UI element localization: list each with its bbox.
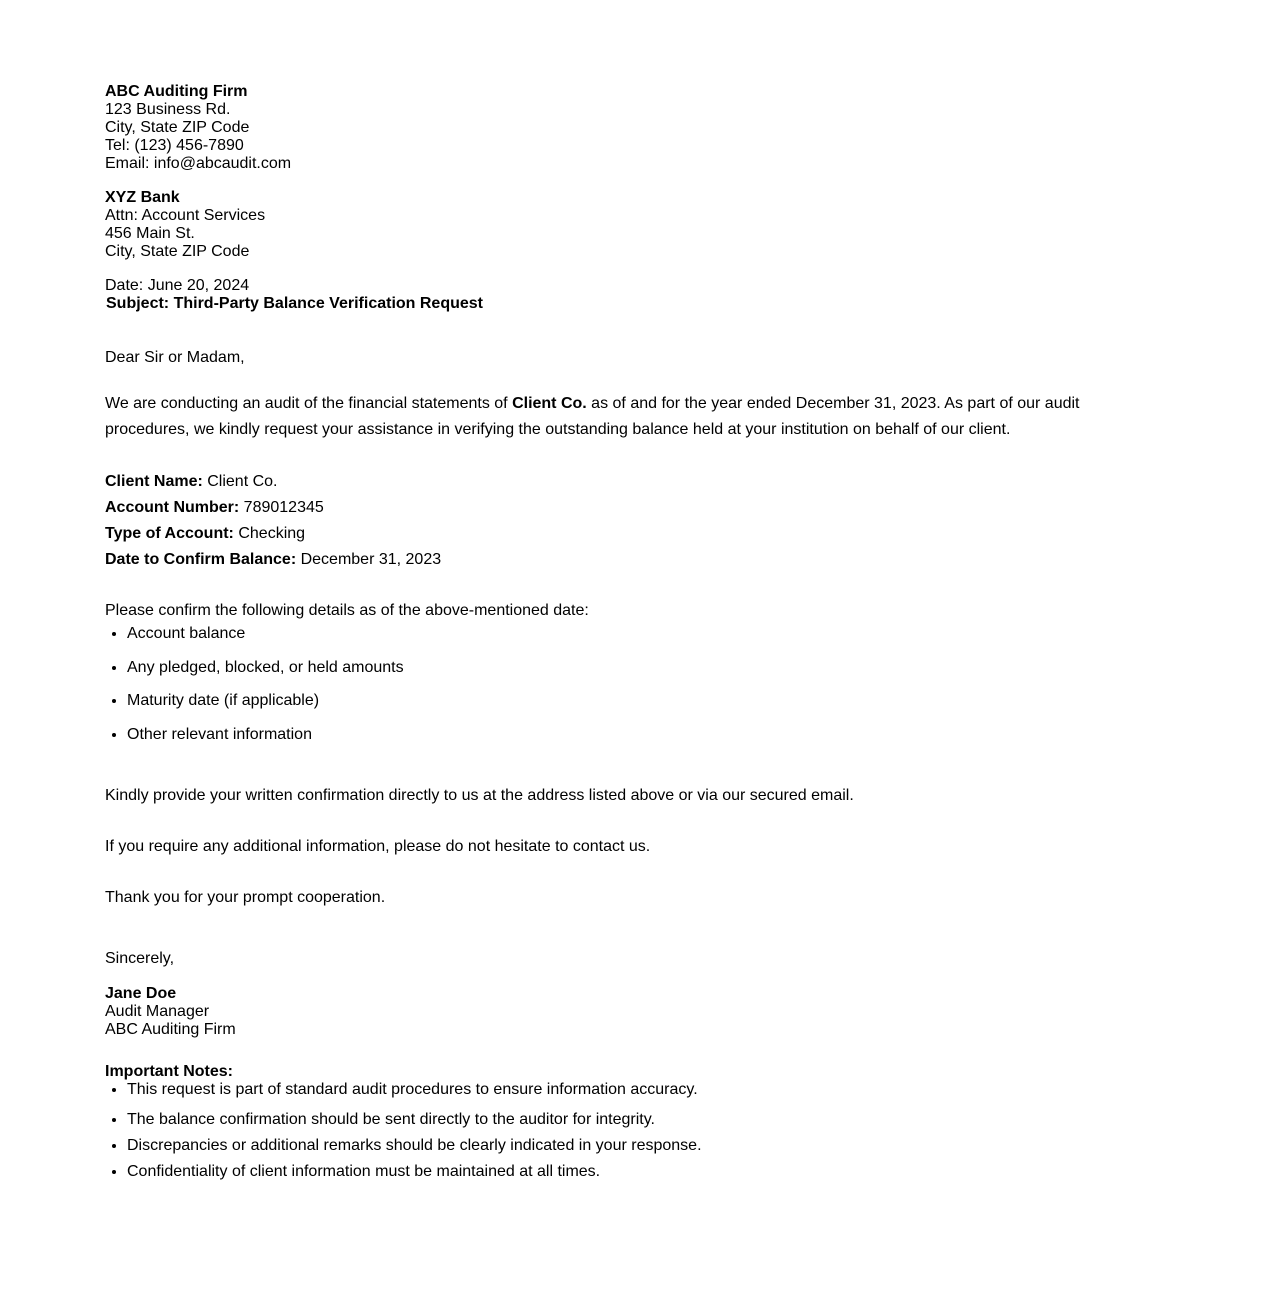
subject-line bbox=[105, 295, 1105, 313]
detail-row-client-name bbox=[105, 469, 1105, 495]
list-item: • Maturity date (if applicable) bbox=[127, 691, 1105, 711]
detail-label: Client Name: bbox=[105, 473, 203, 490]
list-item: • Any pledged, blocked, or held amounts bbox=[127, 658, 1105, 678]
recipient-attn: Attn: Account Services bbox=[105, 207, 266, 224]
notes-heading: Important Notes: bbox=[105, 1062, 233, 1080]
list-item: • Discrepancies or additional remarks should be clearly indicated in your response. bbox=[127, 1133, 1105, 1159]
detail-row-account-type bbox=[105, 521, 1105, 547]
list-item: • Confidentiality of client information must be maintained at all times. bbox=[127, 1159, 1105, 1185]
sender-address-line-1: 123 Business Rd. bbox=[105, 101, 231, 118]
sender-block bbox=[105, 83, 1105, 173]
account-details bbox=[105, 469, 1105, 573]
detail-row-confirm-date bbox=[105, 547, 1105, 573]
detail-value: Client Co. bbox=[202, 473, 278, 490]
sender-phone: Tel: (123) 456-7890 bbox=[105, 137, 244, 154]
signer-firm: ABC Auditing Firm bbox=[105, 1020, 236, 1038]
important-notes bbox=[105, 1063, 1105, 1185]
signer-title: Audit Manager bbox=[105, 1002, 210, 1020]
detail-value: Checking bbox=[233, 525, 306, 542]
intro-paragraph bbox=[105, 391, 1105, 443]
detail-row-account-number bbox=[105, 495, 1105, 521]
detail-label: Type of Account: bbox=[105, 525, 234, 542]
list-item: • This request is part of standard audit procedures to ensure information accuracy. bbox=[127, 1081, 1105, 1099]
signer-name: Jane Doe bbox=[105, 984, 177, 1002]
detail-value: 789012345 bbox=[239, 499, 324, 516]
detail-label: Date to Confirm Balance: bbox=[105, 551, 297, 568]
recipient-address-line-2: City, State ZIP Code bbox=[105, 243, 250, 260]
date-subject-block bbox=[105, 277, 1105, 313]
confirm-list bbox=[105, 624, 1105, 745]
closing: Sincerely, bbox=[105, 949, 175, 967]
intro-text-after: as of and for the year ended December 31, 2023. As part of our audit procedures, we kindly request your assistance in verifying the outstanding balance held at your institution on behalf of our client. bbox=[105, 395, 1080, 438]
intro-text-before: We are conducting an audit of the financial statements of bbox=[105, 395, 513, 412]
detail-label: Account Number: bbox=[105, 499, 240, 516]
recipient-name: XYZ Bank bbox=[105, 189, 180, 206]
notes-list bbox=[105, 1081, 1105, 1185]
letter bbox=[105, 83, 1105, 1185]
subject-text: Third-Party Balance Verification Request bbox=[173, 295, 483, 312]
kindly-paragraph: Kindly provide your written confirmation directly to us at the address listed above or via our secured email. bbox=[105, 786, 854, 804]
recipient-address-line-1: 456 Main St. bbox=[105, 225, 195, 242]
list-item: • Account balance bbox=[127, 624, 1105, 644]
thanks-paragraph: Thank you for your prompt cooperation. bbox=[105, 888, 386, 906]
list-item: • Other relevant information bbox=[127, 725, 1105, 745]
intro-client-name: Client Co. bbox=[512, 395, 587, 412]
sender-email: Email: info@abcaudit.com bbox=[105, 155, 292, 172]
confirm-intro: Please confirm the following details as of the above-mentioned date: bbox=[105, 602, 589, 619]
signature-block bbox=[105, 985, 1105, 1039]
list-item: • The balance confirmation should be sent directly to the auditor for integrity. bbox=[127, 1107, 1105, 1133]
subject-label: Subject: bbox=[106, 295, 170, 312]
additional-paragraph: If you require any additional information, please do not hesitate to contact us. bbox=[105, 837, 651, 855]
sender-name: ABC Auditing Firm bbox=[105, 83, 248, 100]
sender-address-line-2: City, State ZIP Code bbox=[105, 119, 250, 136]
detail-value: December 31, 2023 bbox=[296, 551, 442, 568]
greeting: Dear Sir or Madam, bbox=[105, 349, 245, 366]
letter-date: Date: June 20, 2024 bbox=[105, 277, 250, 294]
recipient-block bbox=[105, 189, 1105, 261]
